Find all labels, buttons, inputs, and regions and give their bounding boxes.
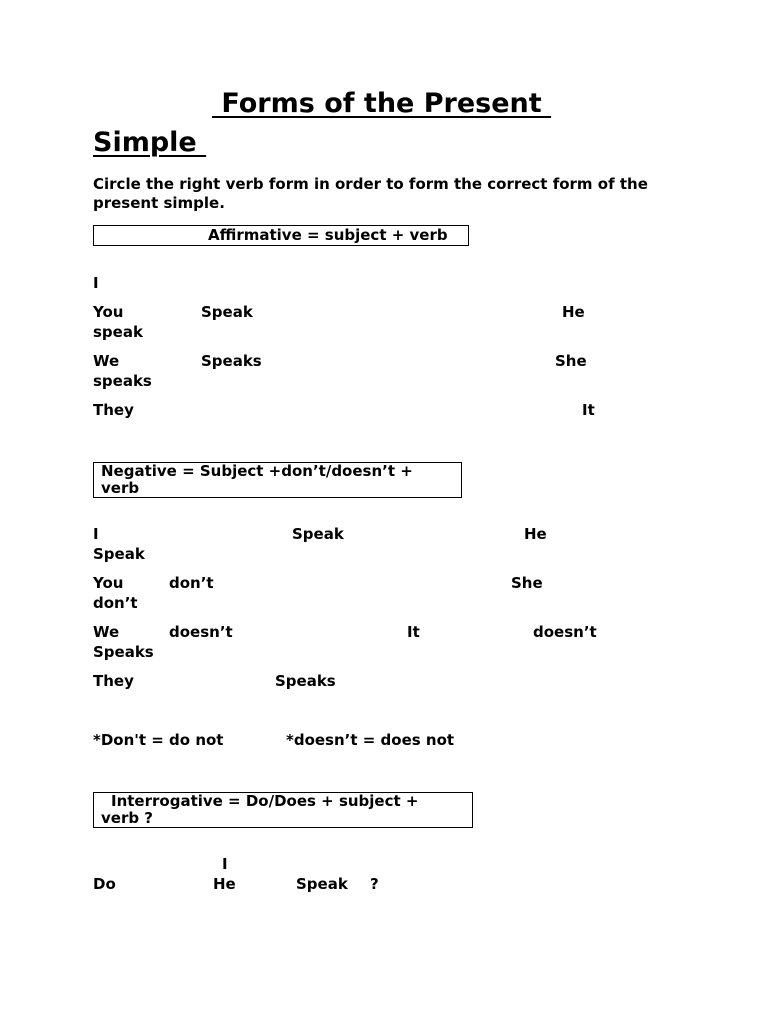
neg-verb-speaks-wrap: Speaks bbox=[93, 643, 154, 661]
negative-formula-box bbox=[93, 462, 462, 498]
negative-formula-line-2: verb bbox=[101, 479, 140, 497]
neg-verb-speaks: Speaks bbox=[275, 672, 336, 690]
int-subject-he: He bbox=[213, 875, 236, 893]
neg-subject-he: He bbox=[524, 525, 547, 543]
neg-aux-dont: don’t bbox=[169, 574, 214, 592]
neg-subject-we: We bbox=[93, 623, 120, 641]
neg-verb-speak-wrap: Speak bbox=[93, 545, 145, 563]
interrogative-formula-box bbox=[93, 792, 473, 828]
note-doesnt: *doesn’t = does not bbox=[286, 731, 455, 749]
aff-subject-i: I bbox=[93, 274, 99, 292]
aff-subject-you: You bbox=[93, 303, 124, 321]
aff-subject-it: It bbox=[582, 401, 595, 419]
neg-subject-i: I bbox=[93, 525, 99, 543]
neg-subject-she: She bbox=[511, 574, 543, 592]
aff-subject-he: He bbox=[562, 303, 585, 321]
page-title-line-1: Forms of the Present bbox=[212, 88, 552, 119]
aff-subject-she: She bbox=[555, 352, 587, 370]
affirmative-formula-box bbox=[93, 225, 469, 246]
int-question-mark: ? bbox=[370, 875, 379, 893]
affirmative-formula: Affirmative = subject + verb bbox=[208, 226, 448, 244]
aff-verb-speaks: Speaks bbox=[201, 352, 262, 370]
neg-subject-you: You bbox=[93, 574, 124, 592]
instruction-line-2: present simple. bbox=[93, 194, 225, 212]
aff-subject-they: They bbox=[93, 401, 134, 419]
note-dont: *Don't = do not bbox=[93, 731, 224, 749]
instruction-line-1: Circle the right verb form in order to form the correct form of the bbox=[93, 175, 648, 193]
page-title-line-2: Simple bbox=[93, 127, 207, 158]
interrogative-formula-line-2: verb ? bbox=[101, 809, 154, 827]
int-aux-do: Do bbox=[93, 875, 116, 893]
aff-verb-speak-wrap: speak bbox=[93, 323, 143, 341]
neg-aux-doesnt-2: doesn’t bbox=[533, 623, 597, 641]
interrogative-formula-line-1: Interrogative = Do/Does + subject + bbox=[111, 792, 419, 810]
aff-subject-we: We bbox=[93, 352, 120, 370]
neg-aux-dont-wrap: don’t bbox=[93, 594, 138, 612]
neg-subject-it: It bbox=[407, 623, 420, 641]
int-verb-speak: Speak bbox=[296, 875, 348, 893]
neg-subject-they: They bbox=[93, 672, 134, 690]
neg-verb-speak: Speak bbox=[292, 525, 344, 543]
aff-verb-speak: Speak bbox=[201, 303, 253, 321]
aff-verb-speaks-wrap: speaks bbox=[93, 372, 152, 390]
negative-formula-line-1: Negative = Subject +don’t/doesn’t + bbox=[101, 462, 413, 480]
int-subject-i: I bbox=[222, 855, 228, 873]
neg-aux-doesnt: doesn’t bbox=[169, 623, 233, 641]
